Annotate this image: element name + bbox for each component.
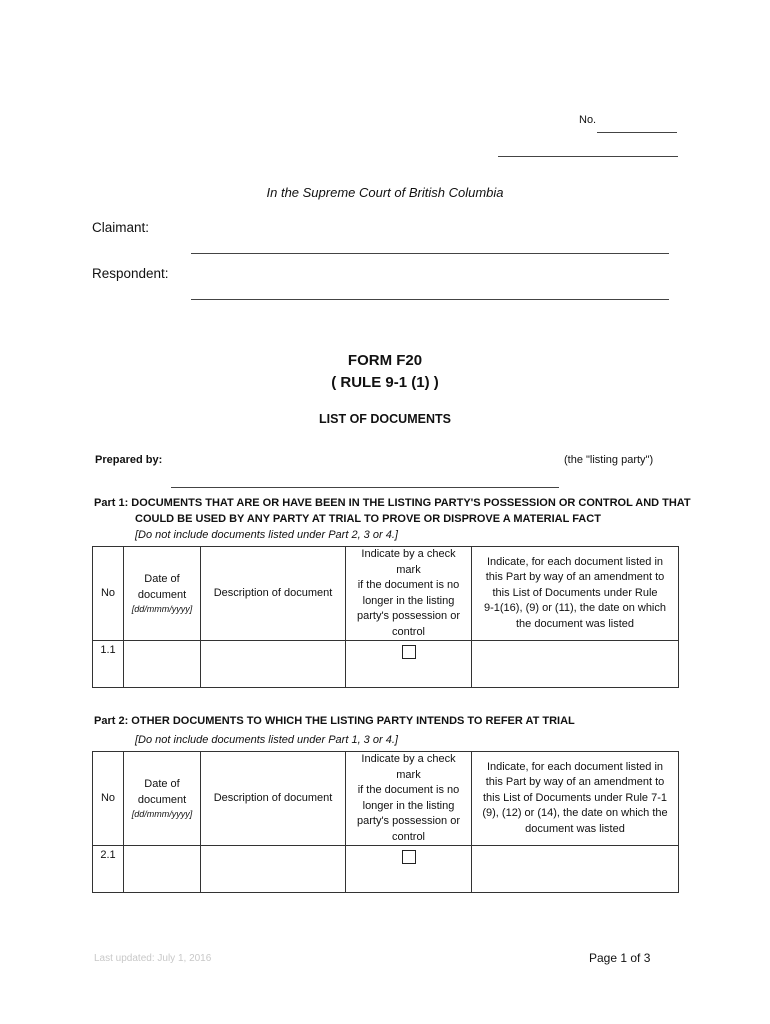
check-header-line3: longer in the listing	[362, 799, 455, 812]
description-cell[interactable]	[201, 641, 346, 688]
date-header-line2: document	[137, 793, 187, 806]
amendment-date-cell[interactable]	[472, 641, 679, 688]
check-cell	[346, 641, 472, 688]
amend-header-line2: this Part by way of an amendment to	[485, 776, 665, 789]
check-header-line2: if the document is no	[357, 784, 460, 796]
col-amendment-header	[472, 752, 679, 846]
court-file-number-label: No.	[579, 114, 597, 126]
part1-heading-line2: COULD BE USED BY ANY PARTY AT TRIAL TO PROVE OR DISPROVE A MATERIAL FACT	[135, 513, 601, 525]
check-cell	[346, 846, 472, 893]
date-header-line1: Date of	[144, 573, 180, 585]
checkbox[interactable]	[402, 850, 416, 864]
claimant-field[interactable]	[191, 253, 669, 254]
col-check-header	[346, 752, 472, 846]
check-header-line4: party's possession or	[357, 815, 460, 827]
check-header-line2: if the document is no	[357, 579, 460, 591]
listing-party-note: (the "listing party")	[564, 454, 654, 466]
part2-header-row	[93, 752, 679, 846]
amend-header-line1: Indicate, for each document listed in	[486, 760, 664, 773]
page-number: Page 1 of 3	[589, 951, 651, 965]
part2-heading: Part 2: OTHER DOCUMENTS TO WHICH THE LISTING PARTY INTENDS TO REFER AT TRIAL	[94, 715, 575, 727]
respondent-field[interactable]	[191, 299, 669, 300]
check-header-line3: longer in the listing	[362, 594, 455, 607]
date-cell[interactable]	[124, 641, 201, 688]
check-header-line5: control	[391, 625, 426, 638]
amend-header-line2: this Part by way of an amendment to	[485, 571, 665, 584]
form-rule: ( RULE 9-1 (1) )	[331, 374, 439, 391]
date-header-line1: Date of	[144, 778, 180, 790]
form-subtitle: LIST OF DOCUMENTS	[319, 412, 451, 426]
date-format-hint: [dd/mmm/yyyy]	[131, 604, 193, 614]
part1-table	[92, 546, 679, 688]
date-format-hint: [dd/mmm/yyyy]	[131, 809, 193, 819]
amend-header-line5: document was listed	[525, 822, 625, 835]
part2-table	[92, 751, 679, 893]
col-date-header	[124, 752, 201, 846]
row-number: 2.1	[93, 846, 124, 893]
amend-header-line5: the document was listed	[515, 617, 634, 630]
court-file-number-field[interactable]	[597, 132, 677, 133]
col-description-header: Description of document	[201, 752, 346, 846]
amend-header-line1: Indicate, for each document listed in	[486, 555, 664, 568]
date-cell[interactable]	[124, 846, 201, 893]
col-description-header: Description of document	[201, 547, 346, 641]
part1-note: [Do not include documents listed under Part 2, 3 or 4.]	[135, 529, 398, 541]
part1-header-row	[93, 547, 679, 641]
amend-header-line3: this List of Documents under Rule	[492, 586, 658, 599]
table-row	[93, 641, 679, 688]
amendment-date-cell[interactable]	[472, 846, 679, 893]
col-check-header	[346, 547, 472, 641]
date-header-line2: document	[137, 588, 187, 601]
prepared-by-label: Prepared by:	[95, 454, 163, 466]
prepared-by-field[interactable]	[171, 487, 559, 488]
col-no-header: No	[93, 752, 124, 846]
respondent-label: Respondent:	[92, 266, 169, 281]
part1-heading-line1: Part 1: DOCUMENTS THAT ARE OR HAVE BEEN IN THE LISTING PARTY'S POSSESSION OR CONTROL AND THAT	[94, 497, 691, 509]
amend-header-line3: this List of Documents under Rule 7-1	[482, 791, 668, 804]
amend-header-line4: (9), (12) or (14), the date on which the	[482, 807, 668, 820]
check-header-line5: control	[391, 830, 426, 843]
amend-header-line4: 9-1(16), (9) or (11), the date on which	[484, 602, 666, 615]
check-header-line1: Indicate by a check mark	[361, 548, 456, 576]
court-name: In the Supreme Court of British Columbia	[266, 185, 504, 200]
col-no-header: No	[93, 547, 124, 641]
row-number: 1.1	[93, 641, 124, 688]
claimant-label: Claimant:	[92, 220, 150, 235]
last-updated-text: Last updated: July 1, 2016	[94, 953, 212, 964]
form-title: FORM F20	[347, 352, 423, 369]
checkbox[interactable]	[402, 645, 416, 659]
col-date-header	[124, 547, 201, 641]
part2-note: [Do not include documents listed under Part 1, 3 or 4.]	[135, 734, 398, 746]
check-header-line1: Indicate by a check mark	[361, 753, 456, 781]
col-amendment-header	[472, 547, 679, 641]
registry-field[interactable]	[498, 156, 678, 157]
check-header-line4: party's possession or	[357, 610, 460, 622]
description-cell[interactable]	[201, 846, 346, 893]
table-row	[93, 846, 679, 893]
